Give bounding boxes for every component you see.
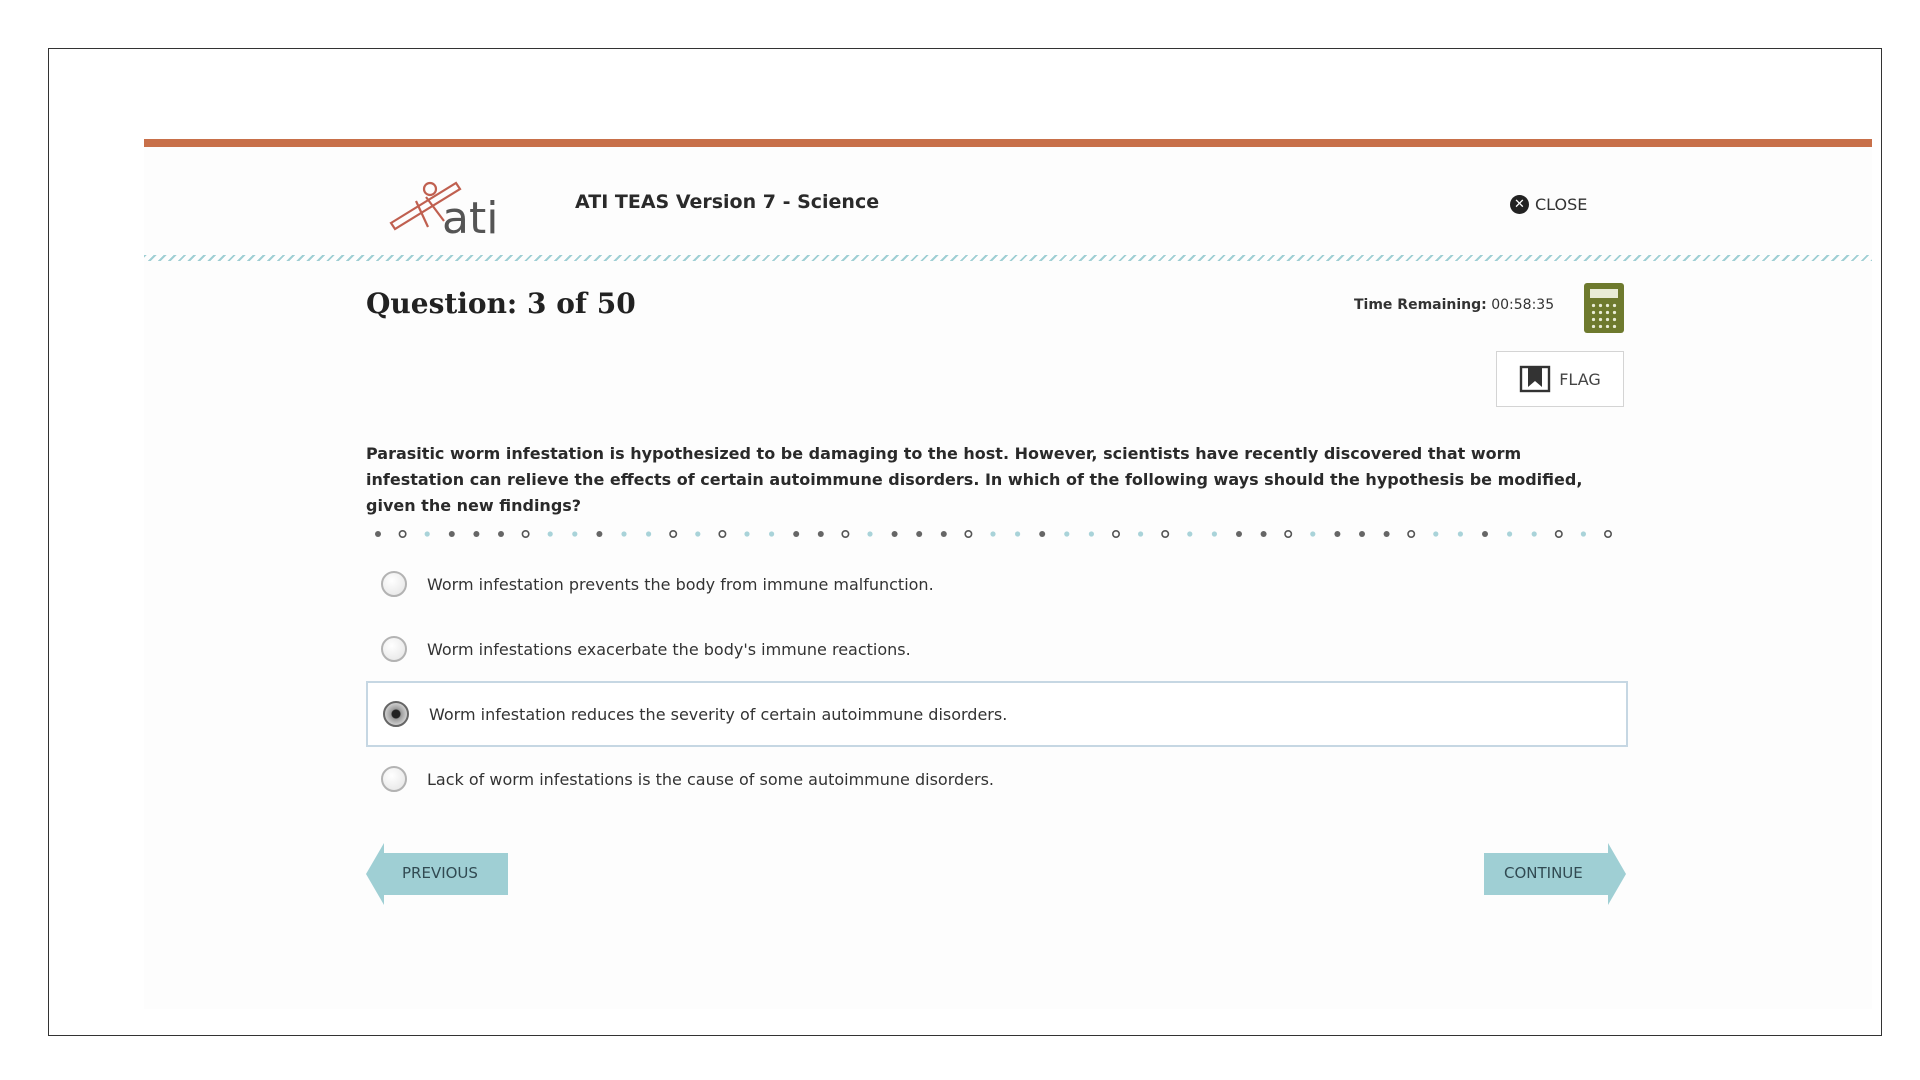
separator-dot [1039,531,1045,537]
separator-dot [498,531,504,537]
answer-label: Worm infestations exacerbate the body's immune reactions. [427,639,911,659]
answer-option-2[interactable] [366,616,1628,682]
radio-button[interactable] [381,636,407,662]
separator-dot [449,531,455,537]
separator-dot [596,531,602,537]
separator-dot [1507,531,1512,536]
radio-button-selected[interactable] [383,701,409,727]
separator-dot [1187,531,1192,536]
separator-dot [621,531,626,536]
answer-option-1[interactable] [366,551,1628,617]
separator-dot [916,531,922,537]
flag-button[interactable] [1496,351,1624,407]
continue-button[interactable] [1484,843,1626,905]
radio-button[interactable] [381,571,407,597]
separator-dot [769,531,774,536]
separator-dot [1556,531,1562,537]
separator-dot [818,531,824,537]
test-window [144,139,1872,1009]
separator-dot [990,531,995,536]
separator-dot [473,531,479,537]
separator-dot [548,531,553,536]
separator-dot [375,531,381,537]
close-circle-icon: ✕ [1510,195,1529,214]
separator-dot [1532,531,1537,536]
separator-dot [1605,531,1611,537]
header-divider [144,255,1872,261]
logo-text: ati [442,193,499,241]
calculator-screen [1590,289,1618,298]
time-value: 00:58:35 [1491,297,1555,313]
continue-label: CONTINUE [1504,864,1583,882]
separator-dot [1064,531,1069,536]
close-button[interactable] [1510,195,1587,214]
calculator-keys [1590,302,1618,328]
separator-dot [1581,531,1586,536]
separator-dot [522,531,528,537]
calculator-icon[interactable] [1584,283,1624,333]
separator-dot [695,531,700,536]
previous-button[interactable] [366,843,508,905]
answer-label: Worm infestation reduces the severity of certain autoimmune disorders. [429,704,1008,724]
separator-dot [646,531,651,536]
separator-dot [965,531,971,537]
separator-dot [572,531,577,536]
flag-label: FLAG [1559,369,1601,389]
time-label: Time Remaining: [1354,297,1487,313]
separator-dot [425,531,430,536]
separator-dot [1408,531,1414,537]
separator-dot [1113,531,1119,537]
separator-dot [867,531,872,536]
radio-button[interactable] [381,766,407,792]
question-stem: Parasitic worm infestation is hypothesized to be damaging to the host. However, scientists have recently discovered that worm infestation can relieve the effects of certain autoimmune disorders. In which of the following ways should the hypothesis be modified, given the new findings? [366,444,1583,515]
separator-dot [1334,531,1340,537]
dotted-separator [374,527,1614,541]
time-remaining [1354,297,1554,313]
separator-dot [793,531,799,537]
header [144,147,1872,251]
app-title: ATI TEAS Version 7 - Science [575,191,880,213]
separator-dot [1236,531,1242,537]
separator-dot [744,531,749,536]
separator-dot [1310,531,1315,536]
separator-dot [1285,531,1291,537]
separator-dot [1482,531,1488,537]
separator-dot [1089,531,1094,536]
previous-label: PREVIOUS [402,864,478,882]
accent-bar [144,139,1872,147]
separator-dot [842,531,848,537]
separator-dot [1458,531,1463,536]
close-label: CLOSE [1535,195,1588,214]
separator-dot [941,531,947,537]
answer-label: Lack of worm infestations is the cause of some autoimmune disorders. [427,769,994,789]
separator-dot [1212,531,1217,536]
slide-frame [48,48,1882,1036]
separator-dot [1015,531,1020,536]
separator-dot [1433,531,1438,536]
separator-dot [1359,531,1365,537]
separator-dot [1138,531,1143,536]
separator-dot [1261,531,1267,537]
answer-label: Worm infestation prevents the body from immune malfunction. [427,574,934,594]
separator-dot [1162,531,1168,537]
separator-dot [399,531,405,537]
question-counter: Question: 3 of 50 [366,287,636,320]
answer-option-4[interactable] [366,746,1628,812]
separator-dot [670,531,676,537]
answer-option-3[interactable] [366,681,1628,747]
ati-logo [386,171,516,241]
separator-dot [1384,531,1390,537]
bookmark-icon [1519,365,1551,393]
separator-dot [892,531,898,537]
separator-dot [719,531,725,537]
